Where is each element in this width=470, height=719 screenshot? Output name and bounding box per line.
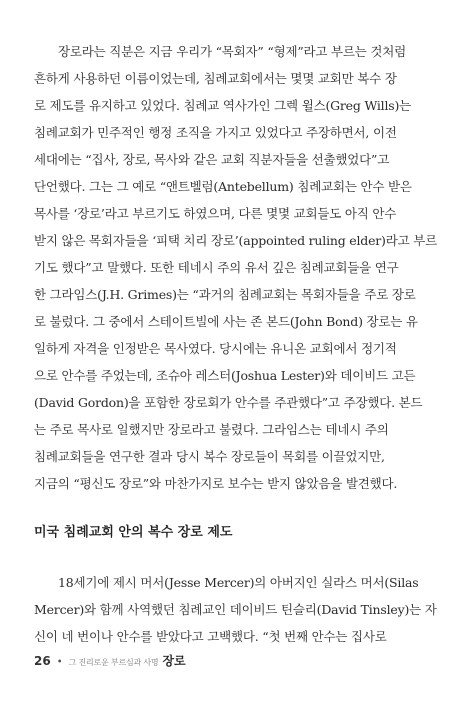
paragraph-line: 세대에는 “집사, 장로, 목사와 같은 교회 직분자들을 선출했었다”고 xyxy=(34,152,390,167)
paragraph-line: 목사를 ‘장로’라고 부르기도 하였으며, 다른 몇몇 교회들도 아직 안수 xyxy=(34,206,397,221)
paragraph-line: Mercer)와 함께 사역했던 침례교인 데이비드 틴슬리(David Tinsley)는 자 xyxy=(34,602,437,617)
page-number: 26 xyxy=(34,654,51,668)
paragraph-line: 로 불렀다. 그 중에서 스테이트빌에 사는 존 본드(John Bond) 장로는 유 xyxy=(34,314,418,329)
paragraph-line: 침례교회들을 연구한 결과 당시 복수 장로들이 목회를 이끌었지만, xyxy=(34,449,385,464)
paragraph-line: 장로라는 직분은 지금 우리가 “목회자” “형제”라고 부르는 것처럼 xyxy=(58,44,407,59)
paragraph-line: 흔하게 사용하던 이름이었는데, 침례교회에서는 몇몇 교회만 복수 장 xyxy=(34,71,397,86)
paragraph-line: 신이 네 번이나 안수를 받았다고 고백했다. “첫 번째 안수는 집사로 xyxy=(34,629,387,644)
section-heading: 미국 침례교회 안의 복수 장로 제도 xyxy=(34,525,233,540)
paragraph-line: 단언했다. 그는 그 예로 “앤트벨럼(Antebellum) 침례교회는 안수 받은 xyxy=(34,179,412,194)
page-footer xyxy=(34,652,440,670)
paragraph-line: 로 제도를 유지하고 있었다. 침례교 역사가인 그렉 윌스(Greg Wills)는 xyxy=(34,98,412,113)
paragraph-line: 침례교회가 민주적인 행정 조직을 가지고 있었다고 주장하면서, 이전 xyxy=(34,125,397,140)
book-title-emphasis: 장로 xyxy=(162,654,186,668)
paragraph-line: 받지 않은 목회자들을 ‘피택 치리 장로’(appointed ruling elder)라고 부르 xyxy=(34,233,438,248)
paragraph-line: 일하게 자격을 인정받은 목사였다. 당시에는 유니온 교회에서 정기적 xyxy=(34,341,397,356)
paragraph-line: 기도 했다”고 말했다. 또한 테네시 주의 유서 깊은 침례교회들을 연구 xyxy=(34,260,399,275)
paragraph-line: 으로 안수를 주었는데, 조슈아 레스터(Joshua Lester)와 데이비드 고든 xyxy=(34,368,416,383)
paragraph-line: 한 그라임스(J.H. Grimes)는 “과거의 침례교회는 목회자들을 주로 장로 xyxy=(34,287,416,302)
paragraph-line: 는 주로 목사로 일했지만 장로라고 불렸다. 그라임스는 테네시 주의 xyxy=(34,422,389,437)
book-title: 그 진리로운 부르심과 사명 xyxy=(68,658,159,667)
paragraph-line: (David Gordon)을 포함한 장로회가 안수를 주관했다”고 주장했다. 본드 xyxy=(34,395,423,410)
paragraph-line: 지금의 “평신도 장로”와 마찬가지로 보수는 받지 않았음을 발견했다. xyxy=(34,476,398,491)
paragraph-line: 18세기에 제시 머서(Jesse Mercer)의 아버지인 실라스 머서(Silas xyxy=(58,575,419,590)
footer-bullet: • xyxy=(56,657,63,668)
